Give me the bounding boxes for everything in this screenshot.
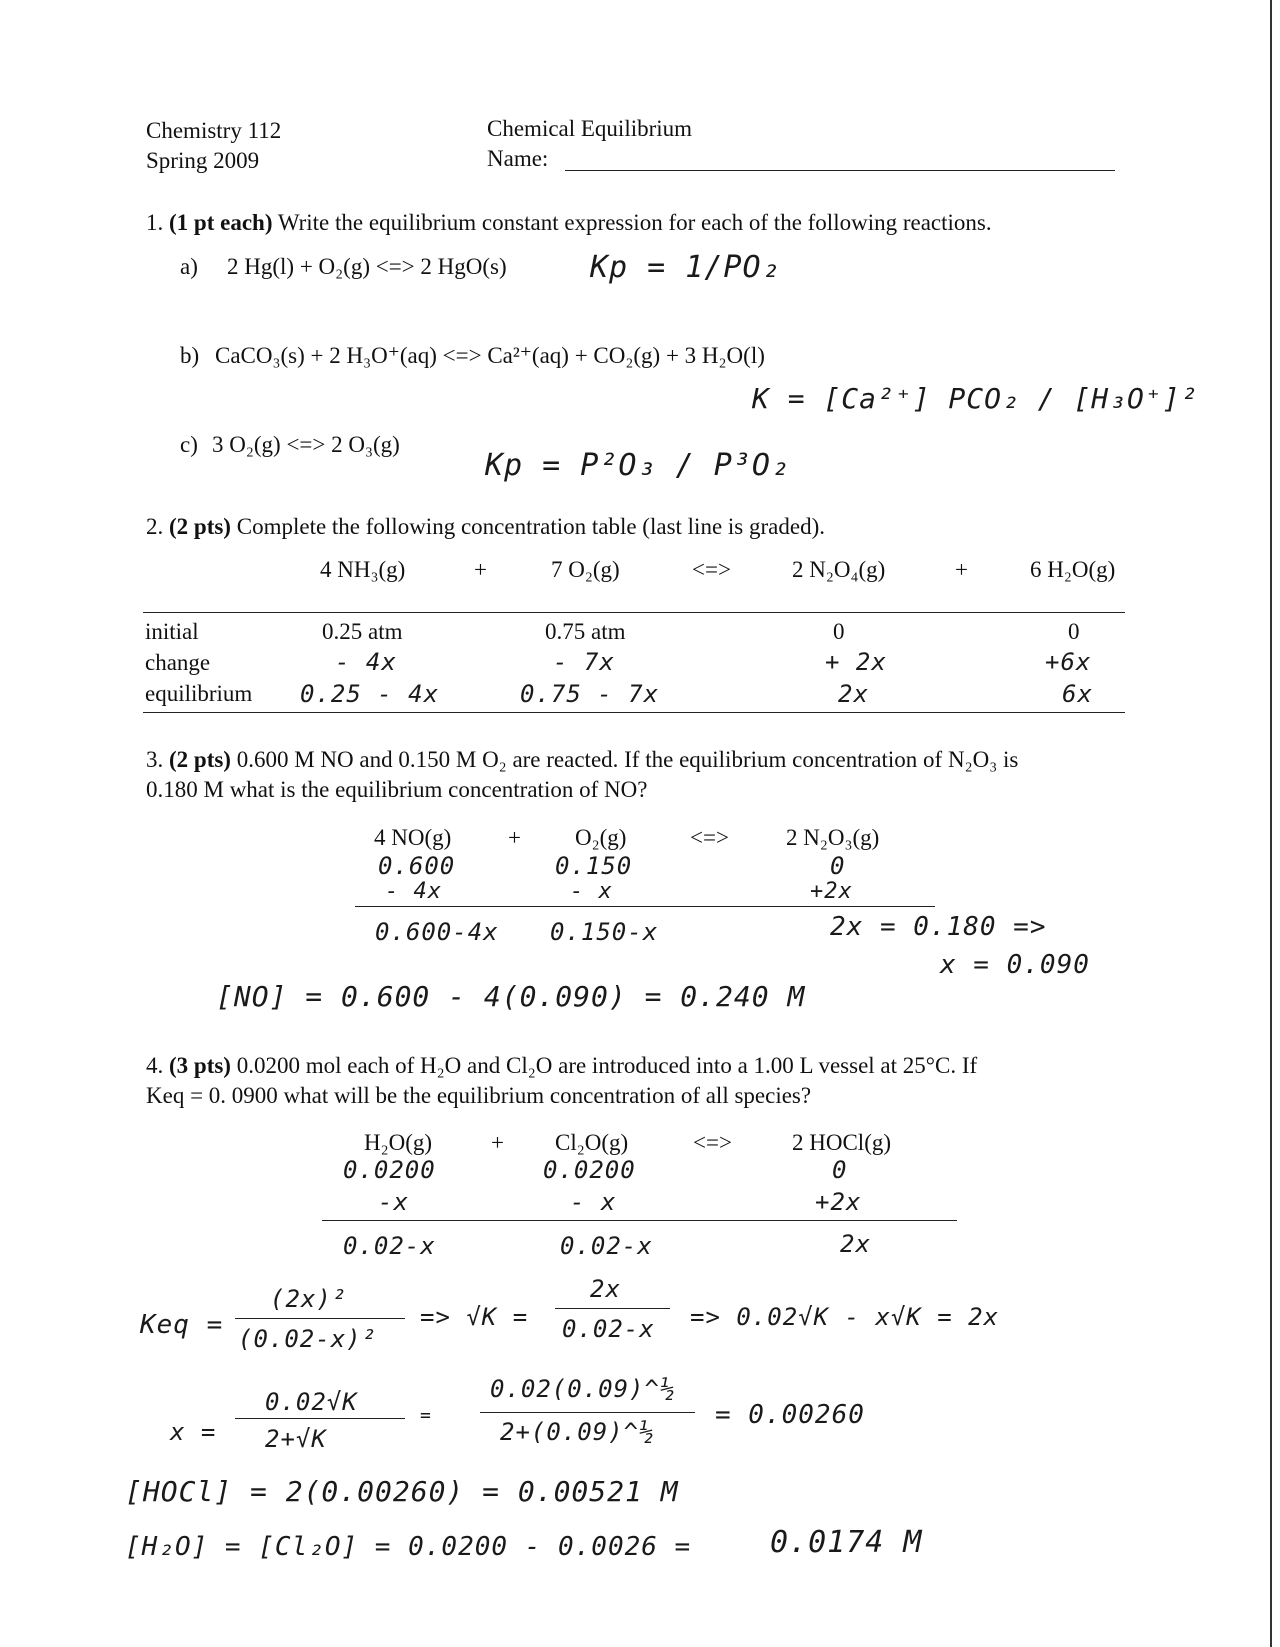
- q4-keq-numerator: (2x)²: [270, 1285, 348, 1313]
- q2-points: (2 pts): [169, 514, 231, 539]
- q2-cell: - 7x: [553, 648, 615, 676]
- q4-x-equals: =: [420, 1405, 432, 1426]
- q4-x-fraction-bar: [235, 1418, 405, 1419]
- q4-sqrt-numerator: 2x: [590, 1275, 621, 1303]
- q1-header: [146, 210, 992, 236]
- q4-initial: 0.0200: [343, 1156, 436, 1184]
- q2-header: [146, 514, 825, 540]
- q4-keq-fraction-bar: [235, 1318, 405, 1319]
- q4-linear-step: => 0.02√K - x√K = 2x: [690, 1303, 999, 1331]
- q4-h2o-value: 0.0174 M: [770, 1525, 923, 1560]
- name-line: [565, 170, 1115, 171]
- q4-species-1: H₂O(g): [364, 1130, 433, 1155]
- q4-change: - x: [570, 1188, 617, 1216]
- q2-plus-1: +: [474, 557, 487, 582]
- q4-species-2: Cl₂O(g): [555, 1130, 629, 1155]
- q3-initial: 0: [830, 852, 846, 880]
- q2-row-label: equilibrium: [145, 681, 253, 706]
- q4-prompt-line1: 0.0200 mol each of H₂O and Cl₂O are introduced into a 1.00 L vessel at 25°C. If: [236, 1053, 978, 1078]
- q1a-label: a): [180, 254, 198, 279]
- q3-number: 3.: [146, 747, 164, 772]
- q3-equilibrium: 0.150-x: [550, 918, 659, 946]
- q4-x-numerator-2: 0.02(0.09)^½: [490, 1375, 676, 1403]
- q4-sqrt-denominator: 0.02-x: [562, 1315, 655, 1343]
- q3-change: +2x: [810, 879, 853, 904]
- q4-x-denominator-2: 2+(0.09)^½: [500, 1418, 655, 1446]
- q4-x-label: x =: [170, 1418, 217, 1446]
- q2-arrow: <=>: [692, 557, 731, 582]
- scan-edge: [1270, 0, 1272, 1647]
- q4-sqrt-step: => √K =: [420, 1303, 529, 1331]
- q1c-answer: Kp = P²O₃ / P³O₂: [485, 448, 790, 483]
- q3-species-3: 2 N₂O₃(g): [786, 825, 880, 850]
- q4-equilibrium: 2x: [840, 1230, 871, 1258]
- q3-change: - 4x: [385, 879, 442, 904]
- q2-row-label: change: [145, 650, 211, 675]
- q1b-reaction: CaCO₃(s) + 2 H₃O⁺(aq) <=> Ca²⁺(aq) + CO₂(g) + 3 H₂O(l): [215, 343, 765, 368]
- q2-cell: + 2x: [825, 648, 887, 676]
- q4-initial: 0.0200: [543, 1156, 636, 1184]
- course-name: Chemistry 112: [146, 118, 282, 143]
- q3-prompt-line1: 0.600 M NO and 0.150 M O₂ are reacted. If the equilibrium concentration of N₂O₃ is: [236, 747, 1019, 772]
- q2-cell: 6x: [1062, 680, 1093, 708]
- q3-points: (2 pts): [169, 747, 231, 772]
- q4-x-numerator: 0.02√K: [265, 1388, 358, 1416]
- q3-plus: +: [508, 825, 521, 850]
- q3-header: [146, 747, 1018, 773]
- q2-cell: 0: [833, 619, 845, 644]
- term: Spring 2009: [146, 148, 260, 173]
- q4-plus: +: [491, 1130, 504, 1155]
- q2-species-4: 6 H₂O(g): [1030, 557, 1116, 582]
- q4-points: (3 pts): [169, 1053, 231, 1078]
- q3-initial: 0.600: [378, 852, 456, 880]
- q4-initial: 0: [832, 1156, 848, 1184]
- q1-points: (1 pt each): [169, 210, 273, 235]
- q1b-label: b): [180, 343, 200, 368]
- q2-number: 2.: [146, 514, 164, 539]
- worksheet-title: Chemical Equilibrium: [487, 116, 693, 141]
- q4-underline: [322, 1220, 957, 1221]
- q4-sqrt-fraction-bar: [555, 1308, 670, 1309]
- q1-number: 1.: [146, 210, 164, 235]
- q4-keq-denominator: (0.02-x)²: [238, 1325, 378, 1353]
- q1a-reaction: 2 Hg(l) + O₂(g) <=> 2 HgO(s): [227, 254, 507, 279]
- q2-plus-2: +: [955, 557, 968, 582]
- q4-change: -x: [378, 1188, 409, 1216]
- q3-equilibrium: 0.600-4x: [375, 918, 499, 946]
- q4-species-3: 2 HOCl(g): [792, 1130, 892, 1155]
- q1c-label: c): [180, 432, 198, 457]
- name-label: Name:: [487, 146, 549, 171]
- q1b-answer: K = [Ca²⁺] PCO₂ / [H₃O⁺]²: [752, 382, 1199, 415]
- q4-h2o-answer: [H₂O] = [Cl₂O] = 0.0200 - 0.0026 =: [125, 1532, 692, 1562]
- q4-number: 4.: [146, 1053, 164, 1078]
- q2-species-2: 7 O₂(g): [551, 557, 620, 582]
- q3-species-2: O₂(g): [575, 825, 627, 850]
- q2-table-top-rule: [143, 612, 1125, 613]
- q1a-answer: Kp = 1/PO₂: [590, 250, 781, 285]
- q4-keq-label: Keq =: [140, 1310, 224, 1340]
- q4-arrow: <=>: [693, 1130, 732, 1155]
- q4-x-result: = 0.00260: [715, 1400, 865, 1430]
- q4-header: [146, 1053, 977, 1079]
- q4-equilibrium: 0.02-x: [560, 1232, 653, 1260]
- q4-change: +2x: [815, 1188, 862, 1216]
- q2-table-bottom-rule: [143, 712, 1125, 713]
- q4-hocl-answer: [HOCl] = 2(0.00260) = 0.00521 M: [125, 1475, 679, 1508]
- q3-answer: [NO] = 0.600 - 4(0.090) = 0.240 M: [216, 980, 806, 1013]
- q4-x-fraction-bar-2: [480, 1412, 695, 1413]
- q2-cell: 0: [1068, 619, 1080, 644]
- q3-species-1: 4 NO(g): [374, 825, 452, 850]
- q2-cell: 0.75 - 7x: [520, 680, 660, 708]
- q2-species-3: 2 N₂O₄(g): [792, 557, 886, 582]
- q4-prompt-line2: Keq = 0. 0900 what will be the equilibrium concentration of all species?: [146, 1083, 812, 1108]
- q2-cell: - 4x: [335, 648, 397, 676]
- q3-x-value: x = 0.090: [940, 950, 1090, 980]
- q2-cell: +6x: [1045, 648, 1092, 676]
- q3-change: - x: [570, 879, 613, 904]
- q1c-reaction: 3 O₂(g) <=> 2 O₃(g): [212, 432, 400, 457]
- q2-cell: 0.75 atm: [545, 619, 626, 644]
- q2-cell: 0.25 atm: [322, 619, 403, 644]
- q3-initial: 0.150: [555, 852, 633, 880]
- q4-x-denominator: 2+√K: [265, 1425, 327, 1453]
- q2-row-label: initial: [145, 619, 199, 644]
- q2-species-1: 4 NH₃(g): [320, 557, 406, 582]
- q3-equilibrium: 2x = 0.180 =>: [830, 912, 1047, 942]
- q2-cell: 0.25 - 4x: [300, 680, 440, 708]
- q3-prompt-line2: 0.180 M what is the equilibrium concentration of NO?: [146, 777, 648, 802]
- q1-prompt: Write the equilibrium constant expression for each of the following reactions.: [277, 210, 992, 235]
- q2-prompt: Complete the following concentration table (last line is graded).: [236, 514, 825, 539]
- q3-arrow: <=>: [690, 825, 729, 850]
- q4-equilibrium: 0.02-x: [343, 1232, 436, 1260]
- q3-underline: [355, 906, 935, 907]
- q2-cell: 2x: [838, 680, 869, 708]
